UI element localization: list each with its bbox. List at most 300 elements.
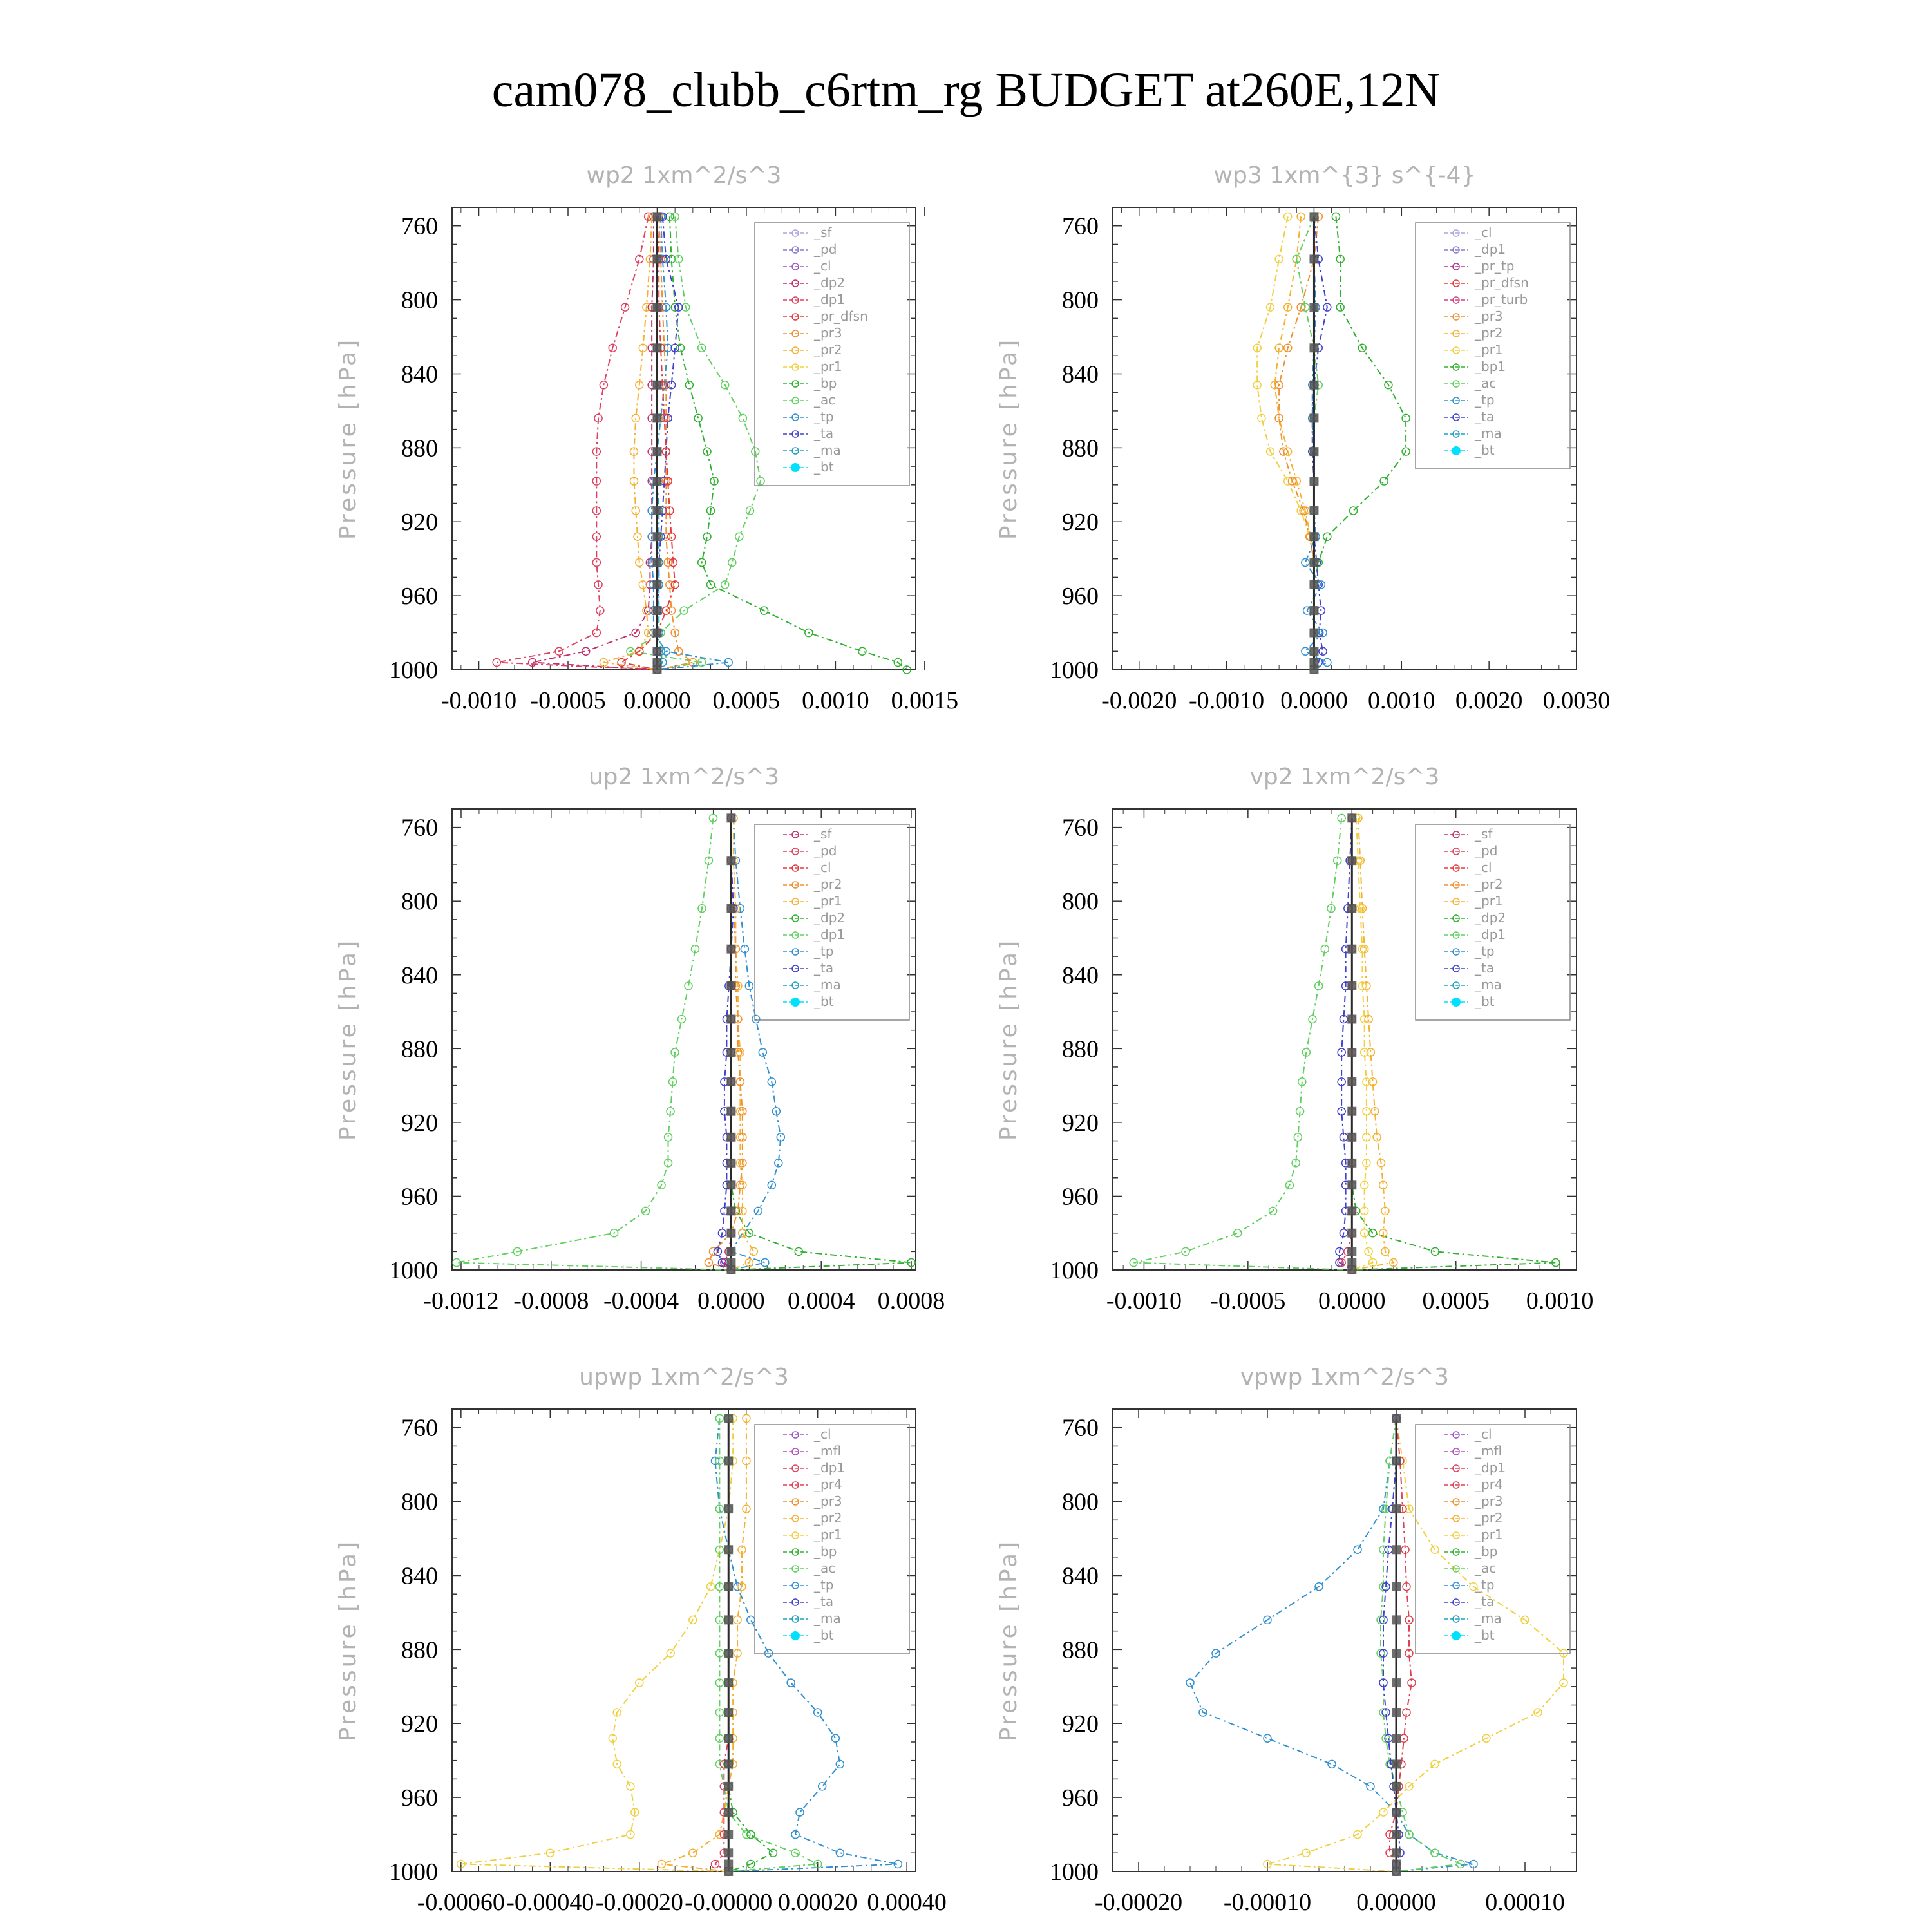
series-line <box>661 1418 746 1871</box>
x-tick-label: -0.0005 <box>1210 1287 1286 1314</box>
x-tick-label: -0.0020 <box>1101 687 1177 714</box>
series-line <box>630 216 761 670</box>
legend-label: _bp <box>814 1544 837 1559</box>
series-point <box>1347 813 1356 822</box>
x-tick-label: 0.0010 <box>1526 1287 1594 1314</box>
panel-title: vp2 1xm^2/s^3 <box>1249 764 1440 790</box>
series-point <box>1361 1181 1368 1189</box>
series-line <box>731 818 753 1270</box>
series-point <box>1347 1229 1356 1238</box>
chart-panel <box>335 162 958 714</box>
y-tick-label: 880 <box>1062 435 1099 462</box>
series-point <box>724 1414 733 1423</box>
y-tick-label: 760 <box>1062 213 1099 240</box>
y-tick-label: 920 <box>1062 1710 1099 1738</box>
series-point <box>652 254 661 263</box>
series-point <box>652 477 661 486</box>
x-tick-label: -0.00040 <box>506 1889 594 1916</box>
series-point <box>726 1077 735 1086</box>
x-tick-label: 0.0020 <box>1455 687 1523 714</box>
series-point <box>592 558 600 566</box>
series-point <box>724 1830 733 1839</box>
series-point <box>1392 1867 1401 1876</box>
y-axis-label: Pressure [hPa] <box>996 938 1022 1141</box>
series-point <box>1347 1014 1356 1023</box>
legend-label: _bp <box>814 375 837 391</box>
chart-panel <box>996 764 1593 1314</box>
series-point <box>1392 1582 1401 1591</box>
legend-label: _pr3 <box>1475 308 1503 324</box>
series-point <box>1350 507 1358 515</box>
series-point <box>652 381 661 390</box>
y-tick-label: 880 <box>401 1636 438 1664</box>
legend-label: _mfl <box>1475 1443 1502 1459</box>
series-point <box>652 606 661 615</box>
legend-label: _pr2 <box>1475 325 1503 341</box>
series-point <box>1392 1456 1401 1465</box>
series-point <box>761 1259 769 1267</box>
panel-title: up2 1xm^2/s^3 <box>588 764 780 790</box>
series-point <box>1302 1849 1310 1857</box>
legend-label: _pr1 <box>814 359 842 374</box>
legend-label: _pr3 <box>814 325 842 341</box>
series-point <box>724 1545 733 1554</box>
legend-label: _pr2 <box>1475 1510 1503 1526</box>
series-point <box>1309 303 1318 312</box>
series-line <box>1190 1418 1473 1871</box>
legend-label: _bt <box>1475 994 1495 1009</box>
x-tick-label: 0.0030 <box>1542 687 1611 714</box>
legend-label: _ma <box>1475 977 1502 992</box>
y-tick-label: 920 <box>1062 509 1099 536</box>
legend-label: _sf <box>814 225 832 240</box>
series-point <box>724 1867 733 1876</box>
series-point <box>726 1247 735 1256</box>
series-line <box>652 216 728 670</box>
series-line <box>1274 216 1314 670</box>
series-point <box>726 813 735 822</box>
legend-label: _tp <box>1475 392 1495 408</box>
series-point <box>765 1649 773 1657</box>
series-point <box>1405 1616 1413 1624</box>
series-point <box>1309 629 1318 638</box>
series-line <box>715 1418 898 1871</box>
y-tick-label: 760 <box>1062 814 1099 842</box>
legend-label: _ta <box>814 960 834 976</box>
legend-label: _ta <box>1475 409 1495 424</box>
series-point <box>1347 945 1356 954</box>
legend-label: _pr_dfsn <box>814 308 868 324</box>
series-point <box>1560 1649 1567 1657</box>
legend-label: _pd <box>1475 843 1498 858</box>
x-tick-label: 0.00010 <box>1485 1889 1565 1916</box>
series-point <box>652 580 661 589</box>
legend-marker <box>791 463 800 472</box>
series-point <box>1309 580 1318 589</box>
series-point <box>739 414 746 422</box>
series-point <box>724 1759 733 1768</box>
legend-label: _dp2 <box>1475 910 1506 925</box>
series-line <box>1279 216 1318 670</box>
legend-label: _ma <box>1475 1611 1502 1626</box>
series-point <box>1309 343 1318 352</box>
series-point <box>724 1678 733 1687</box>
series-line <box>497 216 657 670</box>
x-tick-label: 0.00040 <box>867 1889 947 1916</box>
y-tick-label: 1000 <box>389 1257 438 1284</box>
y-tick-label: 800 <box>1062 287 1099 314</box>
y-tick-label: 840 <box>401 361 438 388</box>
figure-title: cam078_clubb_c6rtm_rg BUDGET at260E,12N <box>491 63 1441 117</box>
series-point <box>724 1504 733 1513</box>
legend-label: _bt <box>814 1627 834 1643</box>
series-line <box>1381 1418 1461 1871</box>
legend-label: _ac <box>1475 375 1497 391</box>
series-point <box>1234 1229 1242 1237</box>
series-point <box>831 1734 839 1742</box>
x-tick-label: -0.0004 <box>603 1287 679 1314</box>
series-point <box>694 414 702 422</box>
series-point <box>652 665 661 674</box>
series-point <box>1392 1782 1401 1791</box>
series-point <box>652 212 661 221</box>
series-point <box>1186 1679 1194 1687</box>
legend-label: _bt <box>1475 1627 1495 1643</box>
y-axis-label: Pressure [hPa] <box>996 337 1022 540</box>
panel-title: wp3 1xm^{3} s^{-4} <box>1213 162 1476 189</box>
x-tick-label: 0.0010 <box>1368 687 1435 714</box>
series-point <box>652 447 661 456</box>
x-tick-label: 0.0000 <box>697 1287 765 1314</box>
legend-label: _dp2 <box>814 275 846 290</box>
x-tick-label: -0.0005 <box>530 687 606 714</box>
x-tick-label: -0.00000 <box>685 1889 773 1916</box>
x-tick-label: 0.0010 <box>802 687 869 714</box>
series-point <box>1309 477 1318 486</box>
legend-label: _dp1 <box>1475 927 1506 942</box>
series-point <box>1431 1849 1439 1857</box>
legend-label: _pr2 <box>814 876 842 892</box>
y-tick-label: 840 <box>1062 361 1099 388</box>
y-tick-label: 880 <box>401 435 438 462</box>
legend <box>1416 223 1570 469</box>
legend-label: _pr_tp <box>1475 258 1515 274</box>
series-line <box>457 818 731 1270</box>
x-tick-label: -0.00060 <box>417 1889 505 1916</box>
x-tick-label: 0.0005 <box>712 687 781 714</box>
x-tick-label: 0.0015 <box>891 687 959 714</box>
x-tick-label: 0.0008 <box>877 1287 945 1314</box>
series-point <box>1392 1830 1401 1839</box>
panel-title: vpwp 1xm^2/s^3 <box>1240 1364 1450 1390</box>
series-point <box>689 1849 697 1857</box>
y-tick-label: 800 <box>1062 1488 1099 1516</box>
legend-label: _pr_dfsn <box>1475 275 1529 290</box>
legend-label: _bt <box>814 994 834 1009</box>
y-tick-label: 760 <box>401 814 438 842</box>
legend-label: _tp <box>814 409 834 424</box>
series-point <box>1347 1107 1356 1116</box>
series-point <box>726 1159 735 1168</box>
legend <box>1416 824 1570 1020</box>
series-point <box>1392 1734 1401 1743</box>
series-line <box>731 818 781 1270</box>
series-point <box>726 1265 735 1274</box>
series-line <box>728 1418 773 1871</box>
y-tick-label: 760 <box>401 213 438 240</box>
x-tick-label: 0.0000 <box>1280 687 1348 714</box>
y-tick-label: 840 <box>401 1562 438 1590</box>
series-point <box>1347 1206 1356 1215</box>
series-point <box>1392 1649 1401 1658</box>
legend-label: _cl <box>814 860 831 875</box>
series-point <box>1392 1545 1401 1554</box>
series-point <box>1347 1048 1356 1057</box>
legend-label: _pr4 <box>814 1477 842 1492</box>
plot-frame <box>1113 809 1577 1270</box>
x-tick-label: 0.0000 <box>623 687 691 714</box>
series-point <box>1347 1247 1356 1256</box>
series-point <box>1284 477 1292 485</box>
series-point <box>1347 1133 1356 1142</box>
legend-label: _pr1 <box>814 893 842 909</box>
y-tick-label: 1000 <box>1050 1257 1099 1284</box>
series-point <box>1392 1615 1401 1624</box>
series-point <box>1302 558 1309 566</box>
series-point <box>1309 558 1318 567</box>
series-point <box>726 1133 735 1142</box>
legend-marker <box>1452 1631 1461 1640</box>
y-tick-label: 880 <box>1062 1036 1099 1063</box>
y-tick-label: 840 <box>401 961 438 989</box>
legend-label: _pr2 <box>814 342 842 357</box>
legend-label: _tp <box>814 1577 834 1593</box>
series-point <box>858 647 866 655</box>
x-tick-label: -0.0012 <box>423 1287 499 1314</box>
series-line <box>1133 818 1352 1270</box>
legend-label: _pr3 <box>814 1493 842 1509</box>
series-point <box>652 506 661 515</box>
legend <box>755 1425 909 1654</box>
legend-label: _dp1 <box>814 1460 846 1475</box>
series-point <box>1392 1708 1401 1717</box>
series-point <box>1309 212 1318 221</box>
series-point <box>836 1849 844 1857</box>
panel-title: wp2 1xm^2/s^3 <box>586 162 782 189</box>
series-point <box>1309 413 1318 422</box>
legend-label: _ma <box>814 977 841 992</box>
series-point <box>726 1048 735 1057</box>
legend-label: _pd <box>814 843 837 858</box>
legend-label: _ta <box>814 426 834 441</box>
y-tick-label: 1000 <box>1050 657 1099 684</box>
legend-label: _pr1 <box>1475 1527 1503 1542</box>
series-point <box>1379 1808 1387 1816</box>
legend-label: _bp <box>1475 1544 1498 1559</box>
y-tick-label: 880 <box>1062 1636 1099 1664</box>
x-tick-label: -0.0010 <box>440 687 517 714</box>
series-point <box>724 1782 733 1791</box>
series-point <box>652 343 661 352</box>
y-tick-label: 960 <box>401 1183 438 1211</box>
legend-label: _dp1 <box>814 927 846 942</box>
series-point <box>652 532 661 541</box>
series-line <box>657 216 692 670</box>
legend-label: _pr_turb <box>1475 292 1528 307</box>
series-point <box>652 629 661 638</box>
series-point <box>1347 1265 1356 1274</box>
series-line <box>670 216 907 670</box>
legend-label: _dp1 <box>1475 1460 1506 1475</box>
x-tick-label: 0.0000 <box>1318 1287 1386 1314</box>
legend-label: _tp <box>814 943 834 959</box>
y-tick-label: 760 <box>401 1414 438 1442</box>
series-point <box>1560 1679 1567 1687</box>
series-point <box>1347 1077 1356 1086</box>
series-point <box>1309 647 1318 656</box>
series-point <box>1347 1180 1356 1189</box>
y-tick-label: 920 <box>401 509 438 536</box>
series-point <box>1338 1108 1345 1115</box>
x-tick-label: -0.0010 <box>1106 1287 1182 1314</box>
x-tick-label: 0.00020 <box>777 1889 858 1916</box>
plot-frame <box>1113 1409 1577 1871</box>
x-tick-label: -0.0008 <box>513 1287 589 1314</box>
series-point <box>1347 981 1356 990</box>
series-point <box>726 904 735 913</box>
y-axis-label: Pressure [hPa] <box>335 938 361 1141</box>
series-point <box>1309 381 1318 390</box>
y-axis-label: Pressure [hPa] <box>335 337 361 540</box>
legend-label: _dp1 <box>814 292 846 307</box>
legend-label: _pr1 <box>814 1527 842 1542</box>
legend-label: _bp1 <box>1475 359 1506 374</box>
series-point <box>728 558 736 566</box>
series-point <box>1347 1159 1356 1168</box>
series-point <box>1309 665 1318 674</box>
y-axis-label: Pressure [hPa] <box>996 1539 1022 1742</box>
series-point <box>726 981 735 990</box>
legend-label: _cl <box>814 258 831 274</box>
y-tick-label: 880 <box>401 1036 438 1063</box>
legend-label: _ta <box>814 1594 834 1609</box>
series-point <box>724 1808 733 1817</box>
y-tick-label: 840 <box>1062 961 1099 989</box>
x-tick-label: -0.00020 <box>595 1889 683 1916</box>
series-line <box>1257 216 1314 670</box>
y-tick-label: 920 <box>401 1109 438 1137</box>
y-tick-label: 960 <box>1062 1183 1099 1211</box>
series-point <box>726 1014 735 1023</box>
x-tick-label: -0.00020 <box>1094 1889 1183 1916</box>
legend-label: _pr2 <box>814 1510 842 1526</box>
legend-label: _ta <box>1475 960 1495 976</box>
plot-frame <box>452 809 916 1270</box>
series-line <box>1352 818 1394 1270</box>
legend-label: _ma <box>814 1611 841 1626</box>
series-line <box>1352 818 1555 1270</box>
series-point <box>668 533 676 540</box>
series-point <box>1367 1783 1374 1790</box>
series-point <box>769 1849 777 1857</box>
series-point <box>1392 1808 1401 1817</box>
y-tick-label: 1000 <box>389 657 438 684</box>
series-point <box>1309 532 1318 541</box>
legend-label: _pr4 <box>1475 1477 1503 1492</box>
series-point <box>721 581 729 589</box>
legend-marker <box>1452 998 1461 1007</box>
y-tick-label: 960 <box>1062 1785 1099 1812</box>
legend-label: _ma <box>814 442 841 458</box>
series-point <box>1347 856 1356 865</box>
series-point <box>1328 1760 1336 1768</box>
series-point <box>726 945 735 954</box>
series-point <box>1392 1759 1401 1768</box>
legend-marker <box>791 1631 800 1640</box>
series-point <box>724 1582 733 1591</box>
y-tick-label: 960 <box>401 1785 438 1812</box>
legend-label: _cl <box>1475 860 1492 875</box>
legend-label: _cl <box>814 1426 831 1442</box>
series-point <box>1431 1247 1439 1255</box>
legend-label: _bt <box>1475 442 1495 458</box>
series-line <box>708 818 742 1270</box>
legend-label: _tp <box>1475 943 1495 959</box>
y-tick-label: 920 <box>401 1710 438 1738</box>
series-point <box>652 413 661 422</box>
chart-panel <box>996 162 1610 714</box>
y-tick-label: 800 <box>1062 888 1099 916</box>
series-point <box>652 558 661 567</box>
series-point <box>1392 1414 1401 1423</box>
series-point <box>724 1848 733 1857</box>
y-tick-label: 760 <box>1062 1414 1099 1442</box>
series-line <box>724 818 731 1270</box>
y-tick-label: 1000 <box>389 1859 438 1886</box>
series-point <box>734 1616 741 1624</box>
series-point <box>1392 1848 1401 1857</box>
series-point <box>1380 477 1388 485</box>
series-point <box>1392 1504 1401 1513</box>
legend <box>1416 1425 1570 1654</box>
plot-frame <box>452 1409 916 1871</box>
series-point <box>726 1229 735 1238</box>
series-point <box>1347 904 1356 913</box>
legend-label: _pr1 <box>1475 342 1503 357</box>
legend-label: _pr3 <box>1475 1493 1503 1509</box>
x-tick-label: 0.0005 <box>1422 1287 1490 1314</box>
series-point <box>1309 447 1318 456</box>
y-tick-label: 800 <box>401 1488 438 1516</box>
legend-label: _sf <box>1475 826 1493 842</box>
series-line <box>1340 818 1352 1270</box>
series-line <box>719 1418 817 1871</box>
series-line <box>1314 216 1406 670</box>
legend-label: _mfl <box>814 1443 842 1459</box>
legend-label: _pd <box>814 242 837 257</box>
series-point <box>726 1107 735 1116</box>
legend-label: _bt <box>814 459 834 475</box>
y-tick-label: 960 <box>1062 583 1099 611</box>
series-point <box>1309 606 1318 615</box>
x-tick-label: -0.00010 <box>1223 1889 1312 1916</box>
series-point <box>652 647 661 656</box>
series-point <box>1323 533 1331 540</box>
panel-title: upwp 1xm^2/s^3 <box>579 1364 789 1390</box>
y-tick-label: 840 <box>1062 1562 1099 1590</box>
series-point <box>627 1783 634 1790</box>
chart-panel <box>335 764 945 1314</box>
